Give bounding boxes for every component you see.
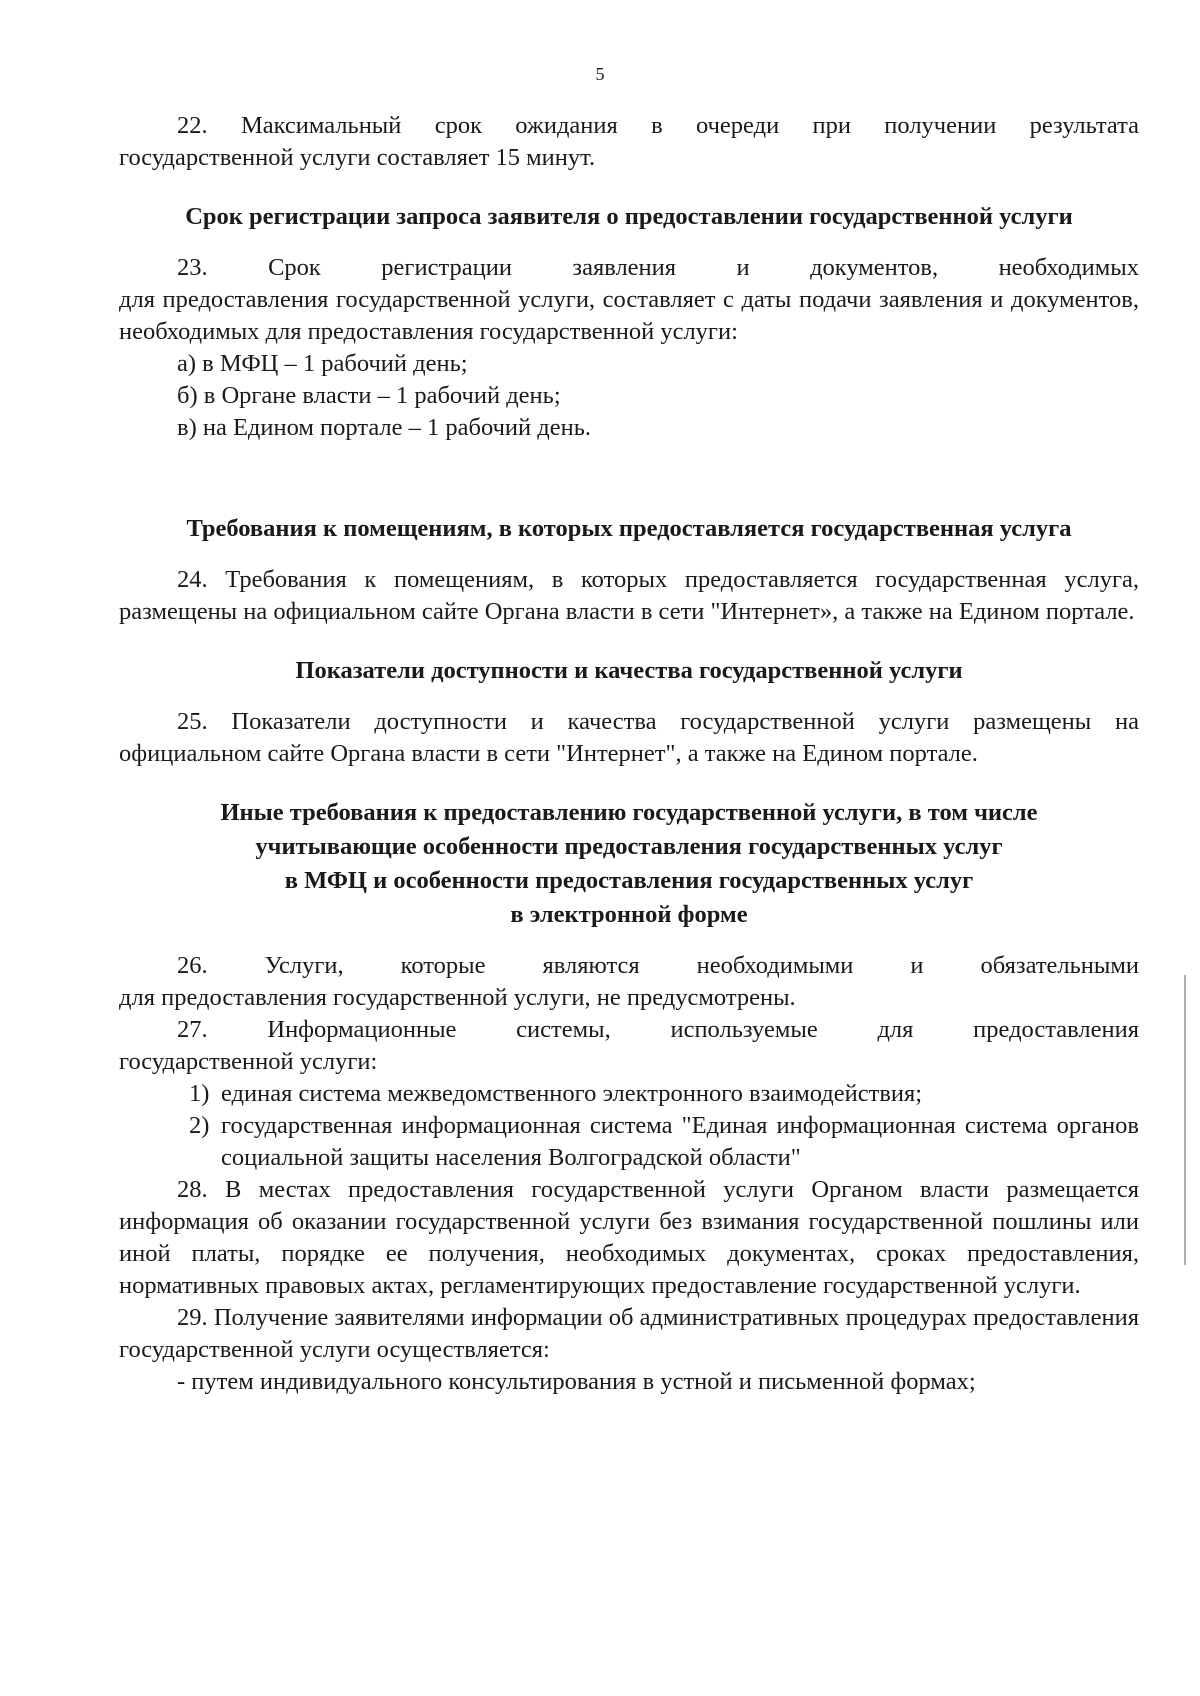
- paragraph-23-body: для предоставления государственной услуги, составляет с даты подачи заявления и документов, необходимых для предоставления государственной услуги:: [119, 286, 1139, 345]
- heading-indicators: Показатели доступности и качества государственной услуги: [295, 657, 963, 684]
- paragraph-27-first-line: 27. Информационные системы, используемые для предоставления: [177, 1016, 1139, 1043]
- list-item: а) в МФЦ – 1 рабочий день;: [177, 350, 468, 377]
- heading-registration: Срок регистрации запроса заявителя о предоставлении государственной услуги: [185, 203, 1073, 230]
- scan-edge-mark: [1184, 975, 1186, 1265]
- document-body: [119, 110, 1139, 1398]
- heading-other-line-3: в МФЦ и особенности предоставления государственных услуг: [284, 867, 974, 894]
- heading-other-line-1: Иные требования к предоставлению государственной услуги, в том числе: [220, 799, 1038, 826]
- heading-other-line-4: в электронной форме: [510, 901, 748, 928]
- paragraph-29: 29. Получение заявителями информации об административных процедурах предоставления государственной услуги осуществляется:: [119, 1304, 1139, 1363]
- item-text: государственная информационная система "Единая информационная система органов социальной защиты населения Волгоградской области": [221, 1112, 1139, 1171]
- paragraph-25: 25. Показатели доступности и качества государственной услуги размещены на официальном сайте Органа власти в сети "Интернет", а также на Едином портале.: [119, 708, 1139, 767]
- paragraph-26-first-line: 26. Услуги, которые являются необходимыми и обязательными: [177, 952, 1139, 979]
- page-number: 5: [595, 64, 605, 84]
- numbered-item: [119, 1110, 1139, 1174]
- item-number: 1): [189, 1080, 210, 1107]
- paragraph-22-first-line: 22. Максимальный срок ожидания в очереди при получении результата: [177, 112, 1139, 139]
- item-number: 2): [189, 1112, 210, 1139]
- numbered-item: [119, 1078, 1139, 1110]
- list-item: б) в Органе власти – 1 рабочий день;: [177, 382, 561, 409]
- list-item: в) на Едином портале – 1 рабочий день.: [177, 414, 592, 441]
- paragraph-28: 28. В местах предоставления государственной услуги Органом власти размещается информация об оказании государственной услуги без взимания государственной пошлины или иной платы, порядке ее получения, необходимых документах, сроках предоставления, нормативных правовых актах, регламентирующих предоставление государственной услуги.: [119, 1176, 1139, 1299]
- item-text: единая система межведомственного электронного взаимодействия;: [221, 1080, 923, 1107]
- list-item: - путем индивидуального консультирования в устной и письменной формах;: [177, 1368, 976, 1395]
- paragraph-22-last-line: государственной услуги составляет 15 минут.: [119, 144, 596, 171]
- paragraph-23-first-line: 23. Срок регистрации заявления и документов, необходимых: [177, 254, 1139, 281]
- heading-other-line-2: учитывающие особенности предоставления государственных услуг: [255, 833, 1003, 860]
- paragraph-27-last-line: государственной услуги:: [119, 1048, 378, 1075]
- paragraph-26-last-line: для предоставления государственной услуги, не предусмотрены.: [119, 984, 796, 1011]
- heading-premises: Требования к помещениям, в которых предоставляется государственная услуга: [186, 515, 1072, 542]
- paragraph-24: 24. Требования к помещениям, в которых предоставляется государственная услуга, размещены на официальном сайте Органа власти в сети "Интернет», а также на Едином портале.: [119, 566, 1139, 625]
